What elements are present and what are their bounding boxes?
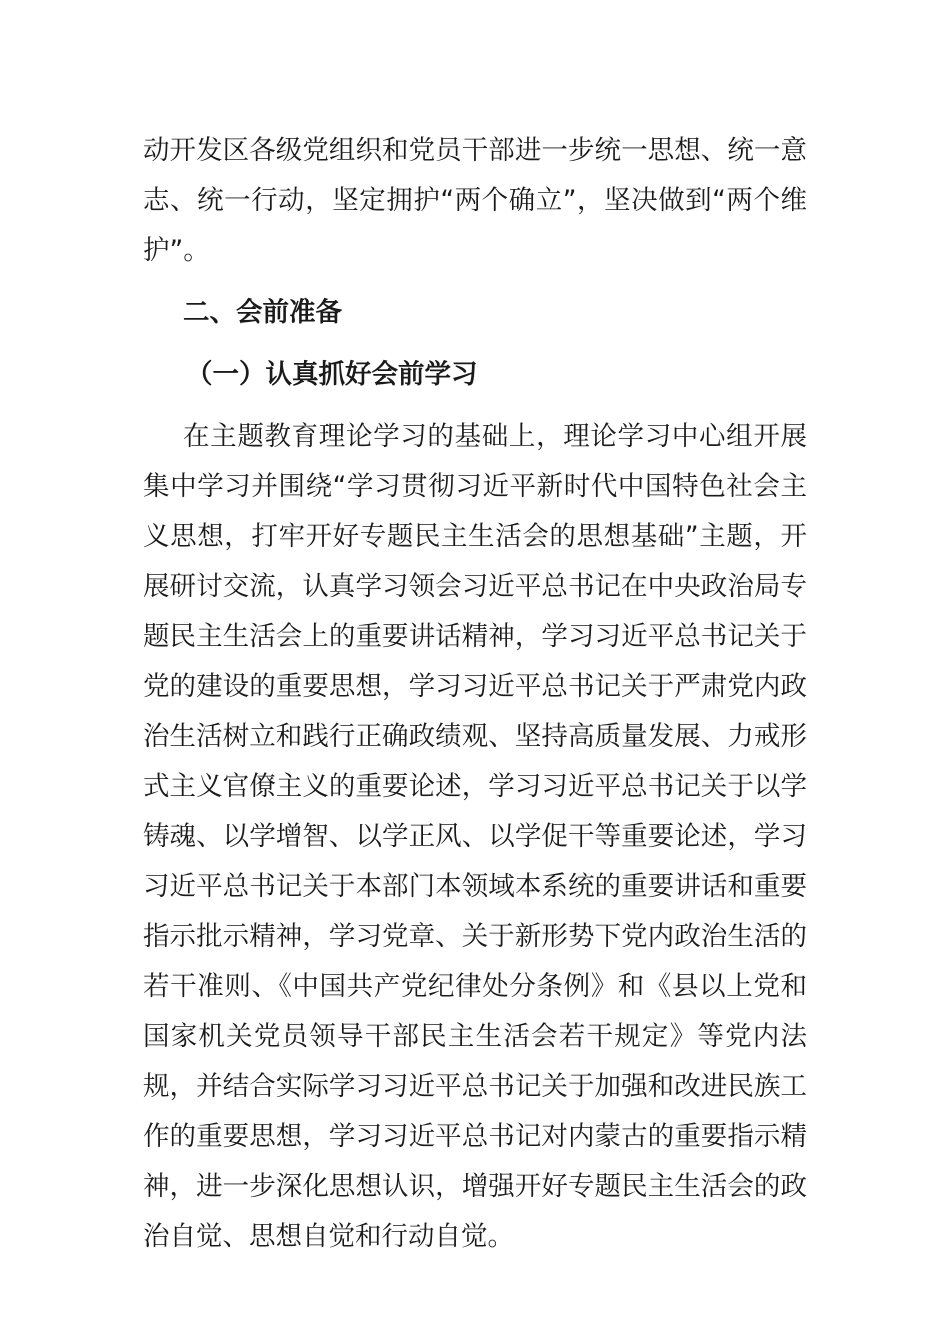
paragraph-spacer <box>143 338 807 350</box>
paragraph-spacer <box>143 400 807 412</box>
subsection-heading: （一）认真抓好会前学习 <box>186 359 478 390</box>
document-page <box>143 126 807 1262</box>
section-heading: 二、会前准备 <box>183 297 342 328</box>
continuation-paragraph: 动开发区各级党组织和党员干部进一步统一思想、统一意志、统一行动，坚定拥护“两个确立”，坚决做到“两个维护”。 <box>143 135 807 266</box>
body-paragraph: 在主题教育理论学习的基础上，理论学习中心组开展集中学习并围绕“学习贯彻习近平新时代中国特色社会主义思想，打牢开好专题民主生活会的思想基础”主题，开展研讨交流，认真学习领会习近平总书记在中央政治局专题民主生活会上的重要讲话精神，学习习近平总书记关于党的建设的重要思想，学习习近平总书记关于严肃党内政治生活树立和践行正确政绩观、坚持高质量发展、力戒形式主义官僚主义的重要论述，学习习近平总书记关于以学铸魂、以学增智、以学正风、以学促干等重要论述，学习习近平总书记关于本部门本领域本系统的重要讲话和重要指示批示精神，学习党章、关于新形势下党内政治生活的若干准则、《中国共产党纪律处分条例》和《县以上党和国家机关党员领导干部民主生活会若干规定》等党内法规，并结合实际学习习近平总书记关于加强和改进民族工作的重要思想，学习习近平总书记对内蒙古的重要指示精神，进一步深化思想认识，增强开好专题民主生活会的政治自觉、思想自觉和行动自觉。 <box>143 421 807 1252</box>
paragraph-spacer <box>143 276 807 288</box>
